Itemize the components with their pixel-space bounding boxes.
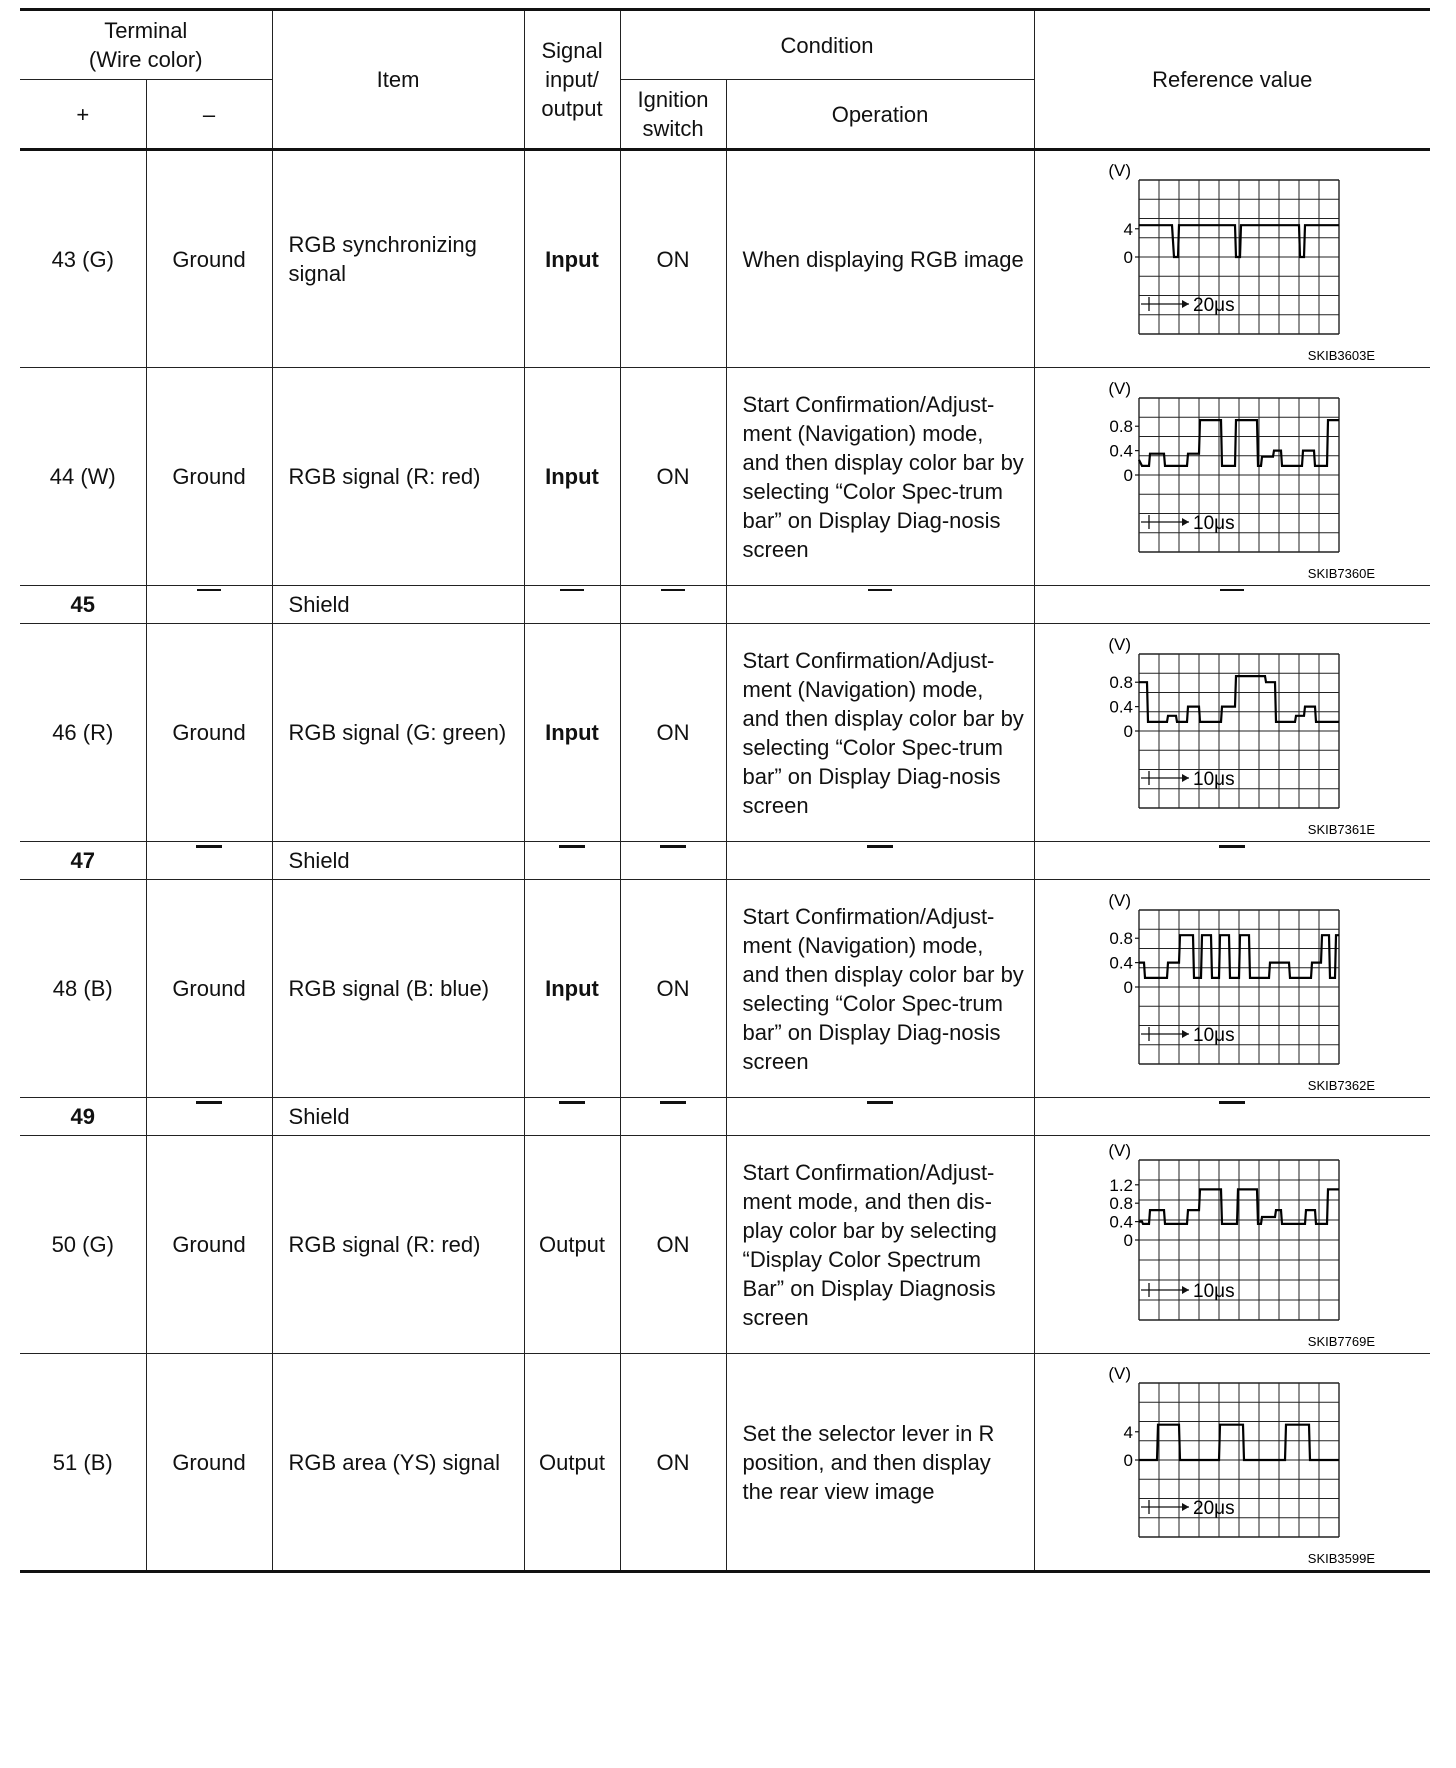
reference-cell [1034,1136,1430,1354]
tick-label: 0.8 [1109,672,1134,692]
em-dash [560,589,584,620]
condition-header: Condition [620,10,1034,80]
tick-label: 0.8 [1109,416,1134,436]
terminal-minus-cell [146,842,272,880]
table-row [20,1098,1430,1136]
em-dash [559,845,585,877]
tick-label: 4 [1123,219,1134,239]
em-dash [196,845,222,877]
waveform-chart [1087,372,1377,582]
ignition-cell: ON [620,150,726,368]
time-span-label: 10μs [1193,1024,1235,1046]
terminal-minus-cell: Ground [146,368,272,586]
terminal-plus-cell: 45 [20,586,146,624]
ignition-cell: ON [620,624,726,842]
span-arrowhead [1182,300,1189,308]
span-arrowhead [1182,518,1189,526]
terminal-plus-cell: 49 [20,1098,146,1136]
tick-label: 0 [1123,1451,1134,1470]
waveform-chart [1087,1140,1377,1350]
reference-cell [1034,1098,1430,1136]
minus-header: – [146,80,272,150]
terminal-plus-cell: 48 (B) [20,880,146,1098]
item-header: Item [272,10,524,150]
ignition-cell: ON [620,1136,726,1354]
table-row [20,842,1430,880]
item-cell: RGB signal (R: red) [272,368,524,586]
item-cell: RGB signal (B: blue) [272,880,524,1098]
tick-label: 0.4 [1109,953,1134,973]
item-cell: Shield [272,1098,524,1136]
operation-cell [726,1098,1034,1136]
em-dash [661,589,685,620]
table-row [20,150,1430,368]
table-row [20,1354,1430,1572]
tick-label: 0.8 [1109,928,1134,948]
item-cell: Shield [272,842,524,880]
em-dash [559,1101,585,1133]
terminal-minus-cell: Ground [146,624,272,842]
plus-header: + [20,80,146,150]
operation-cell [726,842,1034,880]
terminal-plus-cell: 43 (G) [20,150,146,368]
item-cell: Shield [272,586,524,624]
figure-code: SKIB7769E [1308,1333,1376,1349]
signal-io-cell [524,586,620,624]
tick-label: 0.4 [1109,1212,1134,1232]
ignition-header: Ignition switch [620,80,726,150]
figure-code: SKIB3599E [1308,1551,1376,1566]
item-cell: RGB synchronizing signal [272,150,524,368]
tick-label: 0 [1123,1230,1134,1250]
waveform-chart [1087,884,1377,1094]
operation-cell: Start Confirmation/Adjust-ment mode, and then dis-play color bar by selecting “Display Color Spectrum Bar” on Display Diagnosis screen [726,1136,1034,1354]
reference-header: Reference value [1034,10,1430,150]
em-dash [660,845,686,877]
terminal-minus-cell: Ground [146,1136,272,1354]
terminal-minus-cell: Ground [146,880,272,1098]
tick-label: 0.8 [1109,1193,1134,1213]
waveform-chart [1087,1357,1377,1567]
operation-cell: Start Confirmation/Adjust-ment (Navigation) mode, and then display color bar by selecting “Color Spec-trum bar” on Display Diag-nosis screen [726,368,1034,586]
reference-cell [1034,624,1430,842]
item-cell: RGB signal (G: green) [272,624,524,842]
reference-cell [1034,586,1430,624]
tick-label: 0 [1123,248,1134,267]
tick-label: 4 [1123,1422,1134,1442]
time-span-label: 20μs [1193,295,1235,316]
ignition-cell: ON [620,368,726,586]
unit-label: (V) [1108,1364,1132,1383]
span-arrowhead [1182,1030,1189,1038]
em-dash [1219,845,1245,877]
operation-cell: Set the selector lever in R position, and then display the rear view image [726,1354,1034,1572]
ignition-cell [620,1098,726,1136]
waveform-trace [1139,935,1339,978]
ignition-cell: ON [620,880,726,1098]
signal-io-cell: Input [524,880,620,1098]
tick-label: 0 [1123,721,1134,741]
terminal-header: Terminal (Wire color) [20,10,272,80]
figure-code: SKIB7362E [1308,1077,1376,1093]
terminal-minus-cell: Ground [146,1354,272,1572]
signal-io-cell: Output [524,1354,620,1572]
figure-code: SKIB7361E [1308,821,1376,837]
tick-label: 0 [1123,465,1134,485]
span-arrowhead [1182,1286,1189,1294]
signal-io-cell: Input [524,150,620,368]
em-dash [868,589,892,620]
time-span-label: 20μs [1193,1498,1235,1519]
em-dash [867,845,893,877]
tick-label: 0.4 [1109,697,1134,717]
time-span-label: 10μs [1193,512,1235,534]
span-arrowhead [1182,1503,1189,1511]
em-dash [1219,1101,1245,1133]
waveform-chart [1087,154,1377,364]
table-row [20,368,1430,586]
terminal-reference-table [20,8,1430,1573]
reference-cell [1034,368,1430,586]
ignition-cell: ON [620,1354,726,1572]
em-dash [197,589,221,620]
reference-cell [1034,150,1430,368]
table-row [20,586,1430,624]
terminal-minus-cell: Ground [146,150,272,368]
terminal-plus-cell: 50 (G) [20,1136,146,1354]
reference-cell [1034,880,1430,1098]
signal-io-cell [524,842,620,880]
em-dash [1220,589,1244,620]
unit-label: (V) [1108,1140,1132,1160]
terminal-plus-cell: 47 [20,842,146,880]
time-span-label: 10μs [1193,768,1235,790]
reference-cell [1034,842,1430,880]
terminal-minus-cell [146,1098,272,1136]
signal-header: Signal input/ output [524,10,620,150]
operation-header: Operation [726,80,1034,150]
terminal-minus-cell [146,586,272,624]
unit-label: (V) [1108,378,1132,398]
operation-cell: Start Confirmation/Adjust-ment (Navigation) mode, and then display color bar by selecting “Color Spec-trum bar” on Display Diag-nosis screen [726,624,1034,842]
signal-io-cell: Input [524,368,620,586]
em-dash [196,1101,222,1133]
terminal-reference-table-page [20,8,1430,1573]
ignition-cell [620,842,726,880]
terminal-plus-cell: 51 (B) [20,1354,146,1572]
tick-label: 0.4 [1109,441,1134,461]
unit-label: (V) [1108,161,1132,180]
span-arrowhead [1182,774,1189,782]
unit-label: (V) [1108,890,1132,910]
waveform-chart [1087,628,1377,838]
signal-io-cell: Output [524,1136,620,1354]
time-span-label: 10μs [1193,1280,1235,1302]
table-row [20,1136,1430,1354]
table-row [20,880,1430,1098]
unit-label: (V) [1108,634,1132,654]
operation-cell: Start Confirmation/Adjust-ment (Navigation) mode, and then display color bar by selecting “Color Spec-trum bar” on Display Diag-nosis screen [726,880,1034,1098]
figure-code: SKIB7360E [1308,565,1376,581]
signal-io-cell [524,1098,620,1136]
operation-cell: When displaying RGB image [726,150,1034,368]
tick-label: 0 [1123,977,1134,997]
em-dash [660,1101,686,1133]
item-cell: RGB signal (R: red) [272,1136,524,1354]
em-dash [867,1101,893,1133]
reference-cell [1034,1354,1430,1572]
terminal-plus-cell: 44 (W) [20,368,146,586]
terminal-plus-cell: 46 (R) [20,624,146,842]
ignition-cell [620,586,726,624]
figure-code: SKIB3603E [1308,348,1376,363]
signal-io-cell: Input [524,624,620,842]
tick-label: 1.2 [1109,1175,1134,1195]
item-cell: RGB area (YS) signal [272,1354,524,1572]
table-row [20,624,1430,842]
operation-cell [726,586,1034,624]
